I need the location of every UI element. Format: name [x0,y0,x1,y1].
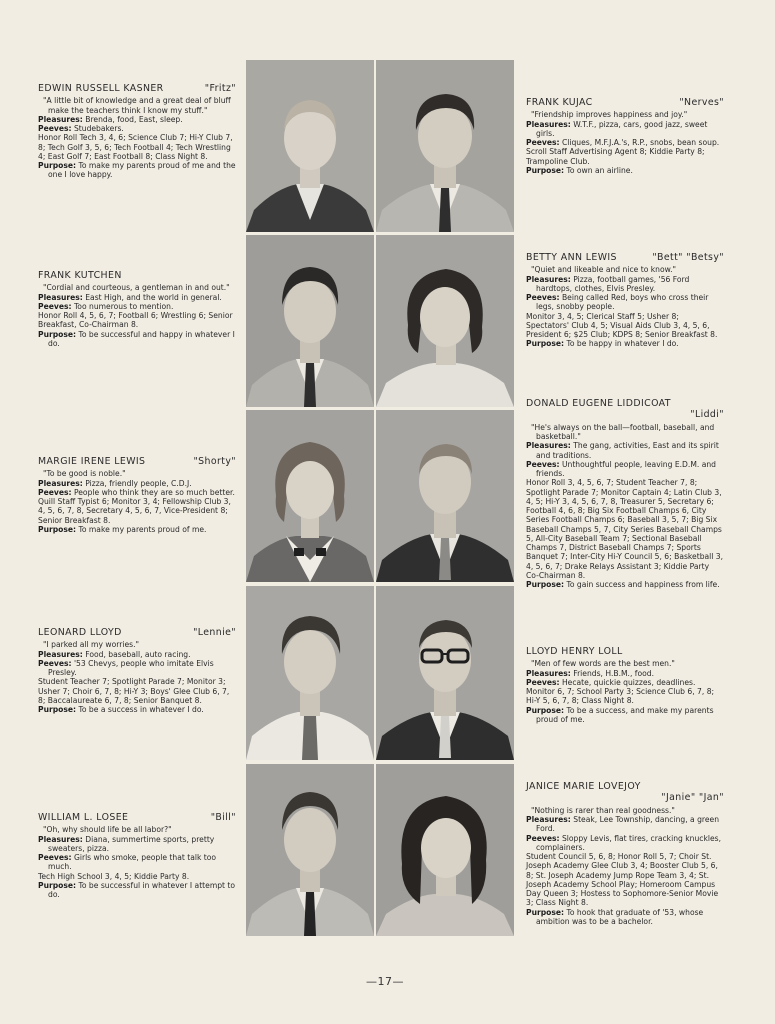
senior-entry-kujac [526,97,724,175]
purpose-label: Purpose: [38,524,77,534]
peeves-text: Studebakers. [73,124,124,134]
portrait-photo-betty-lewis [376,235,514,407]
peeves-text: '53 Chevys, people who imitate Elvis Presley. [48,658,214,678]
activities-text: Quill Staff Typist 6; Monitor 3, 4; Fellowship Club 3, 4, 5, 6, 7, 8, Secretary 4, 5, 6, 7, Vice-President 8; Senior Breakfast 8. [38,497,231,525]
student-name: DONALD EUGENE LIDDICOAT [526,398,671,409]
purpose-label: Purpose: [38,329,77,339]
pleasures-text: Steak, Lee Township, dancing, a green Ford. [536,815,720,834]
activities-text: Tech High School 3, 4, 5; Kiddie Party 8. [38,871,190,881]
senior-entry-lloyd [38,627,236,714]
student-quote: "Friendship improves happiness and joy." [531,110,688,120]
pleasures-text: Brenda, food, East, sleep. [85,114,183,124]
purpose-text: To be a success in whatever I do. [78,705,204,715]
pleasures-text: Friends, H.B.M., food. [573,668,654,678]
senior-entry-margie-lewis [38,456,236,534]
purpose-text: To gain success and happiness from life. [566,580,720,590]
peeves-label: Peeves: [526,138,560,148]
student-nickname: "Bett" "Betsy" [652,252,724,263]
activities-text: Scroll Staff Advertising Agent 8; Kiddie Party 8; Trampoline Club. [526,147,705,166]
purpose-label: Purpose: [526,705,565,715]
senior-entry-loll [526,646,724,724]
student-quote: "Men of few words are the best men." [531,659,675,669]
student-nickname: "Bill" [210,812,236,823]
purpose-text: To make my parents proud of me and the one I love happy. [48,161,236,180]
pleasures-label: Pleasures: [526,441,571,451]
student-nickname: "Fritz" [204,83,236,94]
peeves-label: Peeves: [526,459,560,469]
purpose-label: Purpose: [38,705,77,715]
peeves-label: Peeves: [38,487,72,497]
portrait-photo-kujac [376,60,514,232]
student-name: WILLIAM L. LOSEE [38,812,129,823]
senior-entry-lovejoy [526,781,724,926]
peeves-label: Peeves: [526,833,560,843]
peeves-text: People who think they are so much better. [73,487,235,497]
purpose-text: To be successful and happy in whatever I do. [48,329,235,348]
senior-entry-losee [38,812,236,899]
student-nickname: "Janie" "Jan" [661,792,724,804]
student-name: BETTY ANN LEWIS [526,252,617,263]
portrait-photo-lovejoy [376,764,514,936]
activities-text: Monitor 6, 7; School Party 3; Science Club 6, 7, 8; Hi-Y 5, 6, 7, 8; Class Night 8. [526,687,715,706]
portrait-photo-loll [376,586,514,760]
student-nickname: "Lennie" [193,627,236,638]
pleasures-text: Diana, summertime sports, pretty sweaters, pizza. [48,834,215,853]
student-name: LEONARD LLOYD [38,627,122,638]
purpose-label: Purpose: [526,580,565,590]
portrait-photo-margie-lewis [246,410,374,582]
student-quote: "Oh, why should life be all labor?" [43,825,172,835]
student-name: FRANK KUTCHEN [38,270,122,281]
student-quote: "A little bit of knowledge and a great deal of bluff make the teachers think I know my stuff." [43,96,231,115]
pleasures-label: Pleasures: [526,119,571,129]
student-name: EDWIN RUSSELL KASNER [38,83,164,94]
student-quote: "Quiet and likeable and nice to know." [531,265,677,275]
peeves-label: Peeves: [38,853,72,863]
senior-entry-kutchen [38,270,236,348]
student-quote: "Nothing is rarer than real goodness." [531,805,675,815]
pleasures-label: Pleasures: [526,274,571,284]
senior-entry-liddicoat [526,398,724,589]
purpose-text: To own an airline. [566,165,633,175]
student-name: MARGIE IRENE LEWIS [38,456,146,467]
page-number: —17— [366,975,404,988]
pleasures-text: Pizza, football games, '56 Ford hardtops, clothes, Elvis Presley. [536,274,690,293]
activities-text: Honor Roll 4, 5, 6, 7; Football 6; Wrestling 6; Senior Breakfast, Co-Chairman 8. [38,311,233,330]
purpose-label: Purpose: [526,907,565,917]
purpose-text: To be successful in whatever I attempt to do. [48,880,236,900]
pleasures-label: Pleasures: [38,114,83,124]
portrait-photo-kasner [246,60,374,232]
purpose-text: To be happy in whatever I do. [566,339,679,349]
peeves-text: Cliques, M.F.J.A.'s, R.P., snobs, bean soup. [561,138,720,148]
student-nickname: "Liddi" [690,409,724,421]
activities-text: Monitor 3, 4, 5; Clerical Staff 5; Usher 8; Spectators' Club 4, 5; Visual Aids Club 3, 4, 5, 6, President 6; $25 Club; KDPS 8; Senior Breakfast 8. [526,311,718,340]
activities-text: Honor Roll 3, 4, 5, 6, 7; Student Teacher 7, 8; Spotlight Parade 7; Monitor Captain 4; Latin Club 3, 4, 5; Hi-Y 3, 4, 5, 6, 7, 8, Treasurer 5, Secretary 6; Football 4, 6, 8; Big Six Football Champs 6, City Series Football Champs 6; Baseball 3, 5, 7; Big Six Baseball Champs 5, 7, City Series Baseball Champs 5, All-City Baseball Team 7; Sectional Baseball Champs 7, District Baseball Champs 7; Sports Banquet 7; Inter-City Hi-Y Council 5, 6; Basketball 3, 4, 5, 6, 7; Drake Relays Assistant 3; Kiddie Party Co-Chairman 8. [526,478,724,580]
peeves-label: Peeves: [526,677,560,687]
purpose-label: Purpose: [526,165,565,175]
student-name: FRANK KUJAC [526,97,593,108]
activities-text: Honor Roll Tech 3, 4, 6; Science Club 7; Hi-Y Club 7, 8; Tech Golf 3, 5, 6; Tech Football 4; Tech Wrestling 4; East Golf 7; East Football 8; Class Night 8. [38,133,233,161]
senior-entry-betty-lewis [526,252,724,349]
purpose-text: To make my parents proud of me. [78,524,207,534]
peeves-text: Hecate, quickie quizzes, deadlines. [561,677,696,687]
peeves-text: Being called Red, boys who cross their legs, snobby people. [536,293,709,312]
student-nickname: "Shorty" [193,456,236,467]
purpose-text: To hook that graduate of '53, whose ambition was to be a bachelor. [536,907,704,926]
student-quote: "To be good is noble." [43,469,126,479]
activities-text: Student Teacher 7; Spotlight Parade 7; Monitor 3; Usher 7; Choir 6, 7, 8; Hi-Y 3; Boys' Glee Club 6, 7, 8; Baccalaureate 6, 7, 8; Senior Banquet 8. [38,677,230,705]
peeves-label: Peeves: [526,293,560,303]
purpose-label: Purpose: [38,161,77,171]
peeves-label: Peeves: [38,658,72,668]
pleasures-label: Pleasures: [38,292,83,302]
pleasures-label: Pleasures: [38,834,83,844]
portrait-photo-kutchen [246,235,374,407]
student-nickname: "Nerves" [679,97,724,108]
pleasures-text: East High, and the world in general. [85,292,222,302]
pleasures-label: Pleasures: [38,649,83,659]
peeves-text: Sloppy Levis, flat tires, cracking knuckles, complainers. [536,833,721,852]
purpose-label: Purpose: [38,880,77,890]
pleasures-label: Pleasures: [38,478,83,488]
student-name: JANICE MARIE LOVEJOY [526,781,641,792]
purpose-label: Purpose: [526,339,565,349]
student-name: LLOYD HENRY LOLL [526,646,623,657]
peeves-text: Unthoughtful people, leaving E.D.M. and friends. [536,459,716,479]
pleasures-text: Food, baseball, auto racing. [85,649,191,659]
pleasures-text: The gang, activities, East and its spirit and traditions. [536,441,719,460]
portrait-photo-losee [246,764,374,936]
peeves-text: Girls who smoke, people that talk too much. [48,853,217,872]
pleasures-text: W.T.F., pizza, cars, good jazz, sweet girls. [536,119,708,138]
pleasures-text: Pizza, friendly people, C.D.J. [85,478,192,488]
student-quote: "I parked all my worries." [43,640,139,650]
peeves-label: Peeves: [38,124,72,134]
senior-entry-kasner [38,83,236,180]
peeves-label: Peeves: [38,301,72,311]
activities-text: Student Council 5, 6, 8; Honor Roll 5, 7; Choir St. Joseph Academy Glee Club 3, 4; Booster Club 5, 6, 8; St. Joseph Academy Jump Rope Team 3, 4; St. Joseph Academy School Play; Homeroom Campus Day Queen 3; Hostess to Sophomore-Senior Movie 3; Class Night 8. [526,852,719,908]
student-quote: "Cordial and courteous, a gentleman in and out." [43,283,230,293]
portrait-photo-liddicoat [376,410,514,582]
student-quote: "He's always on the ball—football, baseball, and basketball." [531,422,715,442]
purpose-text: To be a success, and make my parents proud of me. [536,705,714,724]
peeves-text: Too numerous to mention. [73,301,174,311]
pleasures-label: Pleasures: [526,815,571,825]
pleasures-label: Pleasures: [526,668,571,678]
portrait-photo-lloyd [246,586,374,760]
